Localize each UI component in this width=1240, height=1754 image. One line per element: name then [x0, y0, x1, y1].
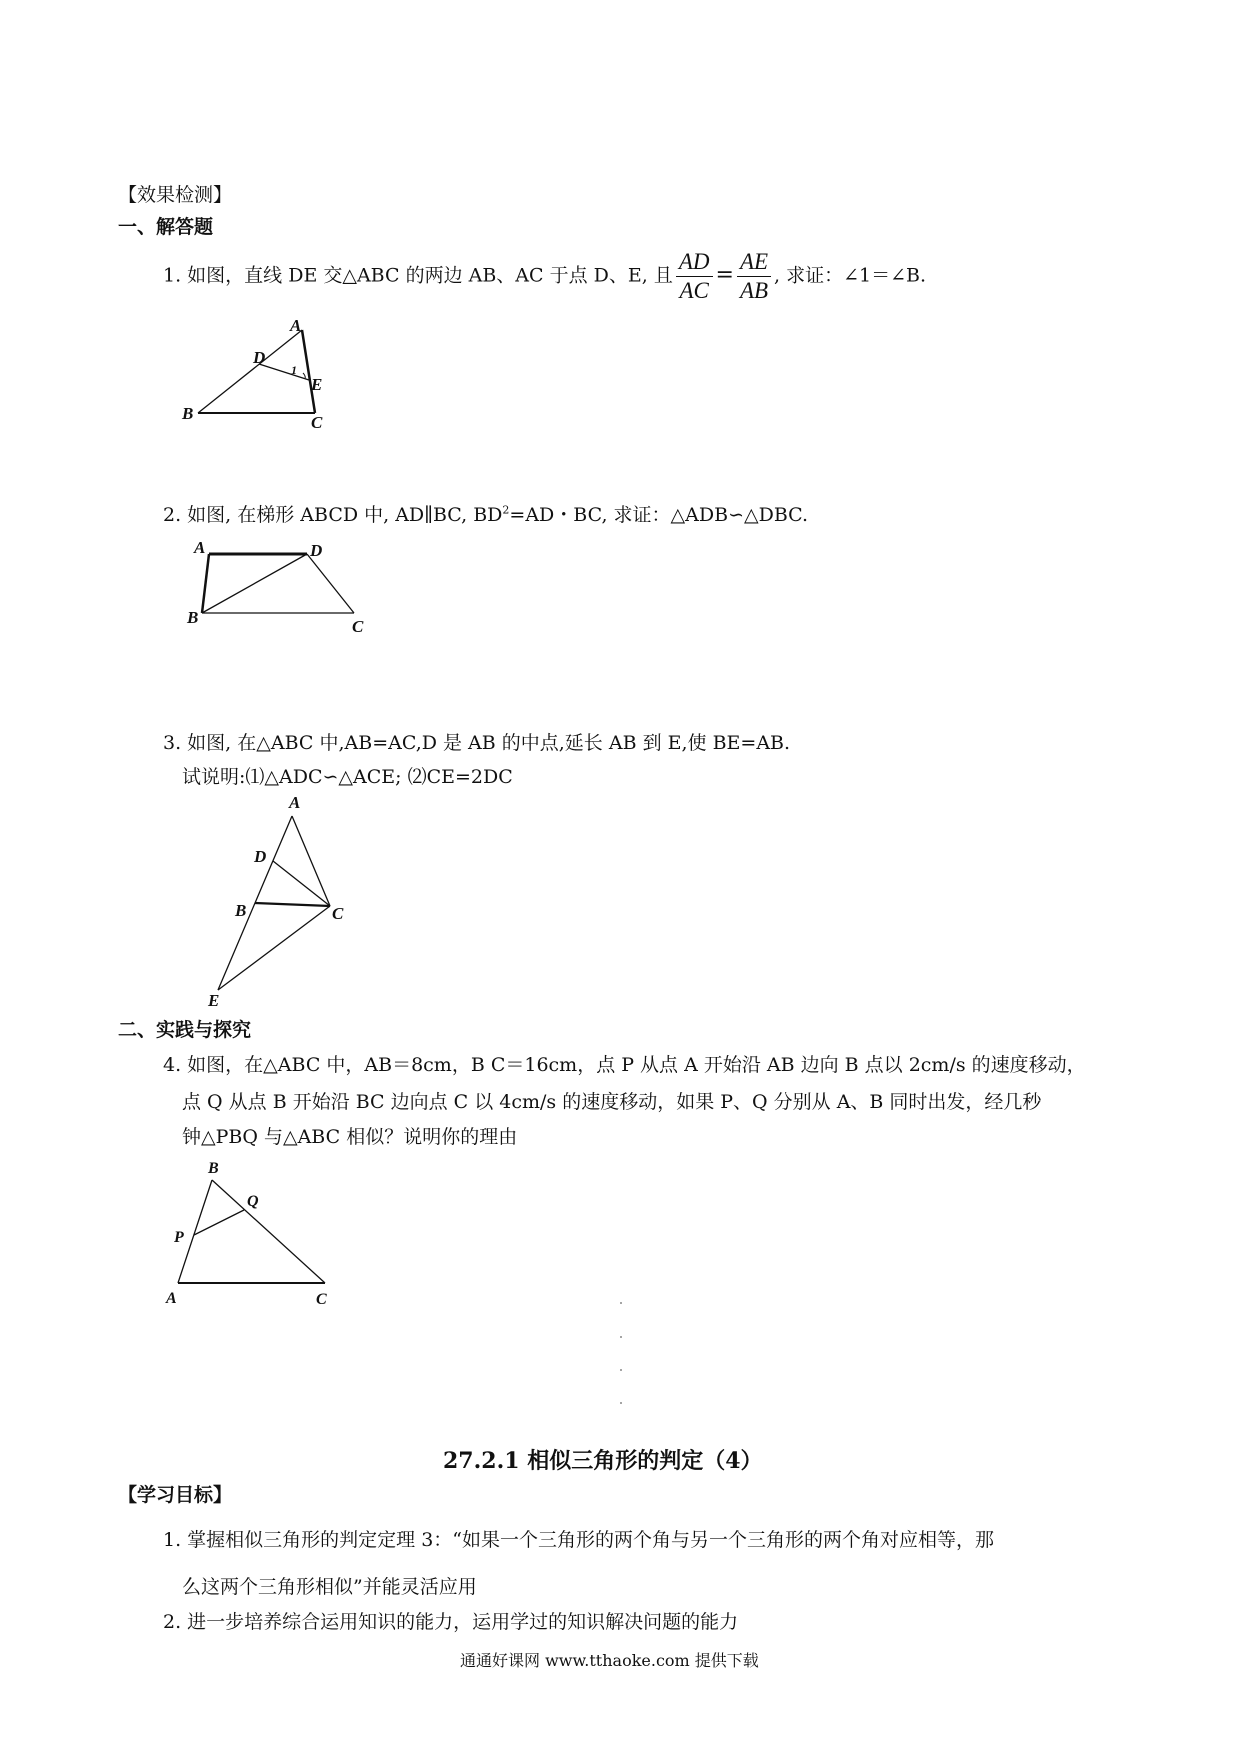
- question-3-line-2: 试说明:⑴△ADC∽△ACE; ⑵CE=2DC: [182, 766, 513, 788]
- q1-prefix: 1. 如图，直线 DE 交△ABC 的两边 AB、AC 于点 D、E, 且: [163, 264, 673, 287]
- goal-1-line-1: 1. 掌握相似三角形的判定定理 3：“如果一个三角形的两个角与另一个三角形的两个角对应相等，那: [163, 1529, 995, 1551]
- q4-label-q: Q: [247, 1193, 259, 1210]
- goal-2: 2. 进一步培养综合运用知识的能力，运用学过的知识解决问题的能力: [163, 1611, 739, 1633]
- q2-side-ab: [202, 554, 209, 613]
- frac1-numerator: AD: [676, 248, 713, 277]
- scan-dot: [620, 1302, 622, 1304]
- learning-goals-heading: 【学习目标】: [118, 1484, 233, 1506]
- question-3-line-1: 3. 如图, 在△ABC 中,AB=AC,D 是 AB 的中点,延长 AB 到 E,使 BE=AB.: [163, 732, 791, 754]
- q4-side-bc: [212, 1180, 325, 1283]
- q3-label-c: C: [332, 904, 344, 923]
- question-1: [163, 248, 926, 305]
- section-practice-explore: 二、实践与探究: [118, 1019, 252, 1041]
- q3-label-d: D: [254, 847, 267, 866]
- q2-text-a: 2. 如图, 在梯形 ABCD 中, AD∥BC, BD: [163, 504, 503, 526]
- lesson-title: 27.2.1 相似三角形的判定（4）: [443, 1448, 763, 1474]
- frac2-denominator: AB: [739, 278, 769, 303]
- question-4-line-3: 钟△PBQ 与△ABC 相似？说明你的理由: [182, 1126, 518, 1148]
- q3-figure: [205, 790, 365, 1010]
- q1-suffix: , 求证：∠1＝∠B.: [774, 264, 927, 287]
- q3-segment-dc: [273, 861, 330, 906]
- q1-figure: [182, 316, 345, 432]
- q4-label-b: B: [208, 1160, 219, 1177]
- scan-dot: [620, 1336, 622, 1338]
- q1-label-a: A: [290, 316, 302, 335]
- q1-label-c: C: [311, 413, 323, 432]
- q3-side-ac: [292, 816, 330, 906]
- section-answer-questions: 一、解答题: [118, 216, 214, 238]
- equals-sign: =: [715, 262, 734, 288]
- question-4-line-1: 4. 如图，在△ABC 中，AB＝8cm，B C＝16cm，点 P 从点 A 开始沿 AB 边向 B 点以 2cm/s 的速度移动，: [163, 1054, 1086, 1076]
- fraction-ad-ac: [676, 248, 713, 305]
- q2-label-a: A: [194, 538, 206, 557]
- goal-1-line-2: 么这两个三角形相似”并能灵活应用: [182, 1576, 477, 1598]
- q3-side-bc: [255, 903, 330, 906]
- q2-label-c: C: [352, 617, 364, 636]
- q2-label-b: B: [187, 608, 199, 627]
- q1-side-ab: [198, 330, 302, 413]
- q2-label-d: D: [310, 541, 323, 560]
- frac1-denominator: AC: [679, 278, 709, 303]
- page-footer: 通通好课网 www.tthaoke.com 提供下载: [460, 1651, 759, 1670]
- q3-label-e: E: [208, 991, 220, 1010]
- q2-superscript: 2: [502, 503, 510, 517]
- q1-label-e: E: [311, 375, 323, 394]
- q4-label-c: C: [316, 1291, 327, 1308]
- q4-label-p: P: [174, 1229, 184, 1246]
- q4-label-a: A: [166, 1290, 177, 1307]
- q2-side-dc: [307, 554, 354, 613]
- q1-label-d: D: [253, 348, 266, 367]
- q3-label-b: B: [235, 901, 247, 920]
- q1-angle-label: 1: [291, 363, 297, 377]
- question-2: [163, 500, 808, 527]
- fraction-ae-ab: [737, 248, 771, 305]
- q2-figure: [187, 538, 380, 640]
- scan-dot: [620, 1402, 622, 1404]
- q4-figure: [160, 1160, 340, 1310]
- q1-side-ac: [302, 330, 315, 413]
- q3-label-a: A: [289, 793, 301, 812]
- q2-text-b: =AD・BC, 求证：△ADB∽△DBC.: [509, 504, 809, 526]
- scan-dot: [620, 1369, 622, 1371]
- question-4-line-2: 点 Q 从点 B 开始沿 BC 边向点 C 以 4cm/s 的速度移动，如果 P、Q 分别从 A、B 同时出发，经几秒: [182, 1091, 1042, 1113]
- q1-label-b: B: [182, 404, 194, 423]
- q1-segment-de: [259, 364, 309, 380]
- q2-diagonal-bd: [202, 554, 307, 613]
- frac2-numerator: AE: [737, 248, 771, 277]
- effect-check-heading: 【效果检测】: [118, 184, 233, 206]
